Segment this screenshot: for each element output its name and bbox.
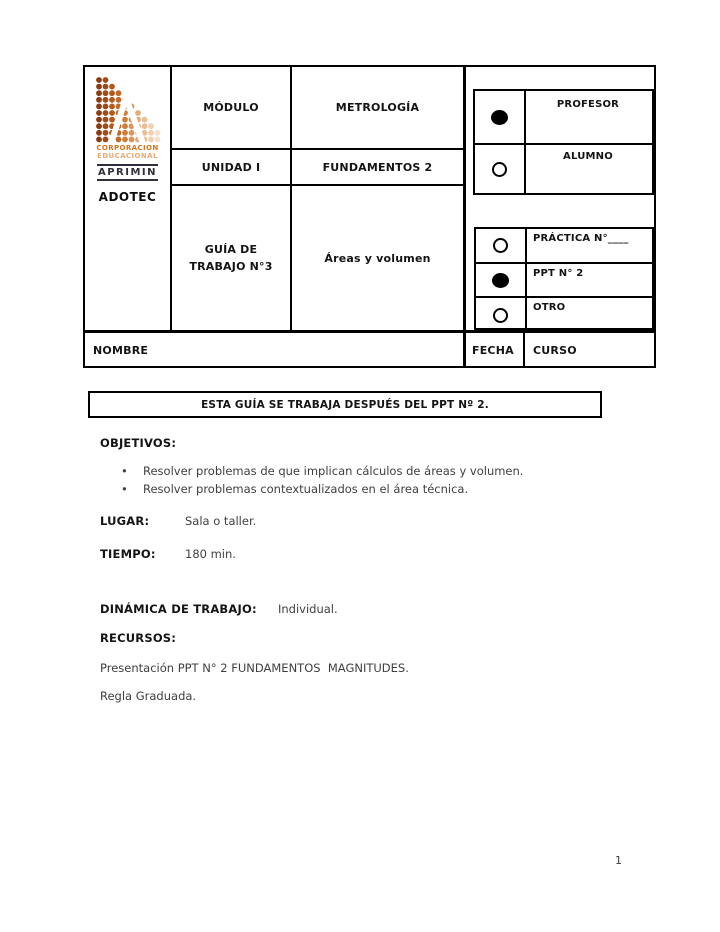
role-checkbox-group: [473, 89, 654, 195]
ppt-label: PPT N° 2: [533, 268, 584, 279]
divider: [525, 229, 527, 328]
header-table: [83, 65, 656, 368]
place-label: LUGAR:: [100, 514, 150, 528]
resources-heading: RECURSOS:: [100, 631, 177, 645]
resource-item: Presentación PPT N° 2 FUNDAMENTOS MAGNITUDES.: [100, 661, 409, 675]
name-label: NOMBRE: [93, 344, 149, 357]
profesor-radio: [491, 110, 508, 125]
module-value: METROLOGÍA: [335, 101, 420, 114]
logo-brand: APRIMIN: [97, 164, 158, 181]
logo-line2: EDUCACIONAL: [97, 152, 158, 160]
otro-label: OTRO: [533, 302, 566, 313]
notice-text: ESTA GUÍA SE TRABAJA DESPUÉS DEL PPT Nº 2.: [201, 398, 489, 411]
guide-label: GUÍA DE TRABAJO N°3: [189, 243, 273, 273]
module-label: MÓDULO: [203, 101, 259, 114]
logo-cell: [85, 67, 170, 330]
alumno-radio: [492, 162, 507, 177]
objective-item: • Resolver problemas de que implican cálculos de áreas y volumen.: [100, 462, 600, 480]
logo-line1: CORPORACION: [96, 144, 159, 152]
profesor-label: PROFESOR: [556, 99, 620, 110]
resource-item: Regla Graduada.: [100, 689, 197, 703]
logo-org-name: ADOTEC: [98, 190, 157, 204]
time-value: 180 min.: [185, 547, 236, 561]
unit-value: FUNDAMENTOS 2: [322, 160, 433, 174]
unit-label: UNIDAD I: [201, 160, 261, 174]
objectives-heading: OBJETIVOS:: [100, 436, 177, 450]
guide-value: Áreas y volumen: [324, 251, 431, 265]
otro-radio: [493, 308, 508, 323]
objective-item: • Resolver problemas contextualizados en el área técnica.: [100, 480, 600, 498]
place-value: Sala o taller.: [185, 514, 257, 528]
time-label: TIEMPO:: [100, 547, 156, 561]
ppt-radio: [492, 273, 509, 288]
course-label: CURSO: [533, 344, 577, 357]
type-checkbox-group: [474, 227, 654, 330]
date-label: FECHA: [472, 344, 514, 357]
practica-label: PRÁCTICA N°____: [533, 233, 629, 244]
objectives-list: [100, 462, 600, 498]
divider: [463, 67, 466, 366]
notice-box: [88, 391, 602, 418]
practica-radio: [493, 238, 508, 253]
page-number: 1: [615, 854, 622, 867]
dynamics-label: DINÁMICA DE TRABAJO:: [100, 602, 257, 616]
aprimin-logo-dots-icon: [95, 76, 161, 144]
dynamics-value: Individual.: [278, 602, 338, 616]
alumno-label: ALUMNO: [563, 151, 613, 162]
